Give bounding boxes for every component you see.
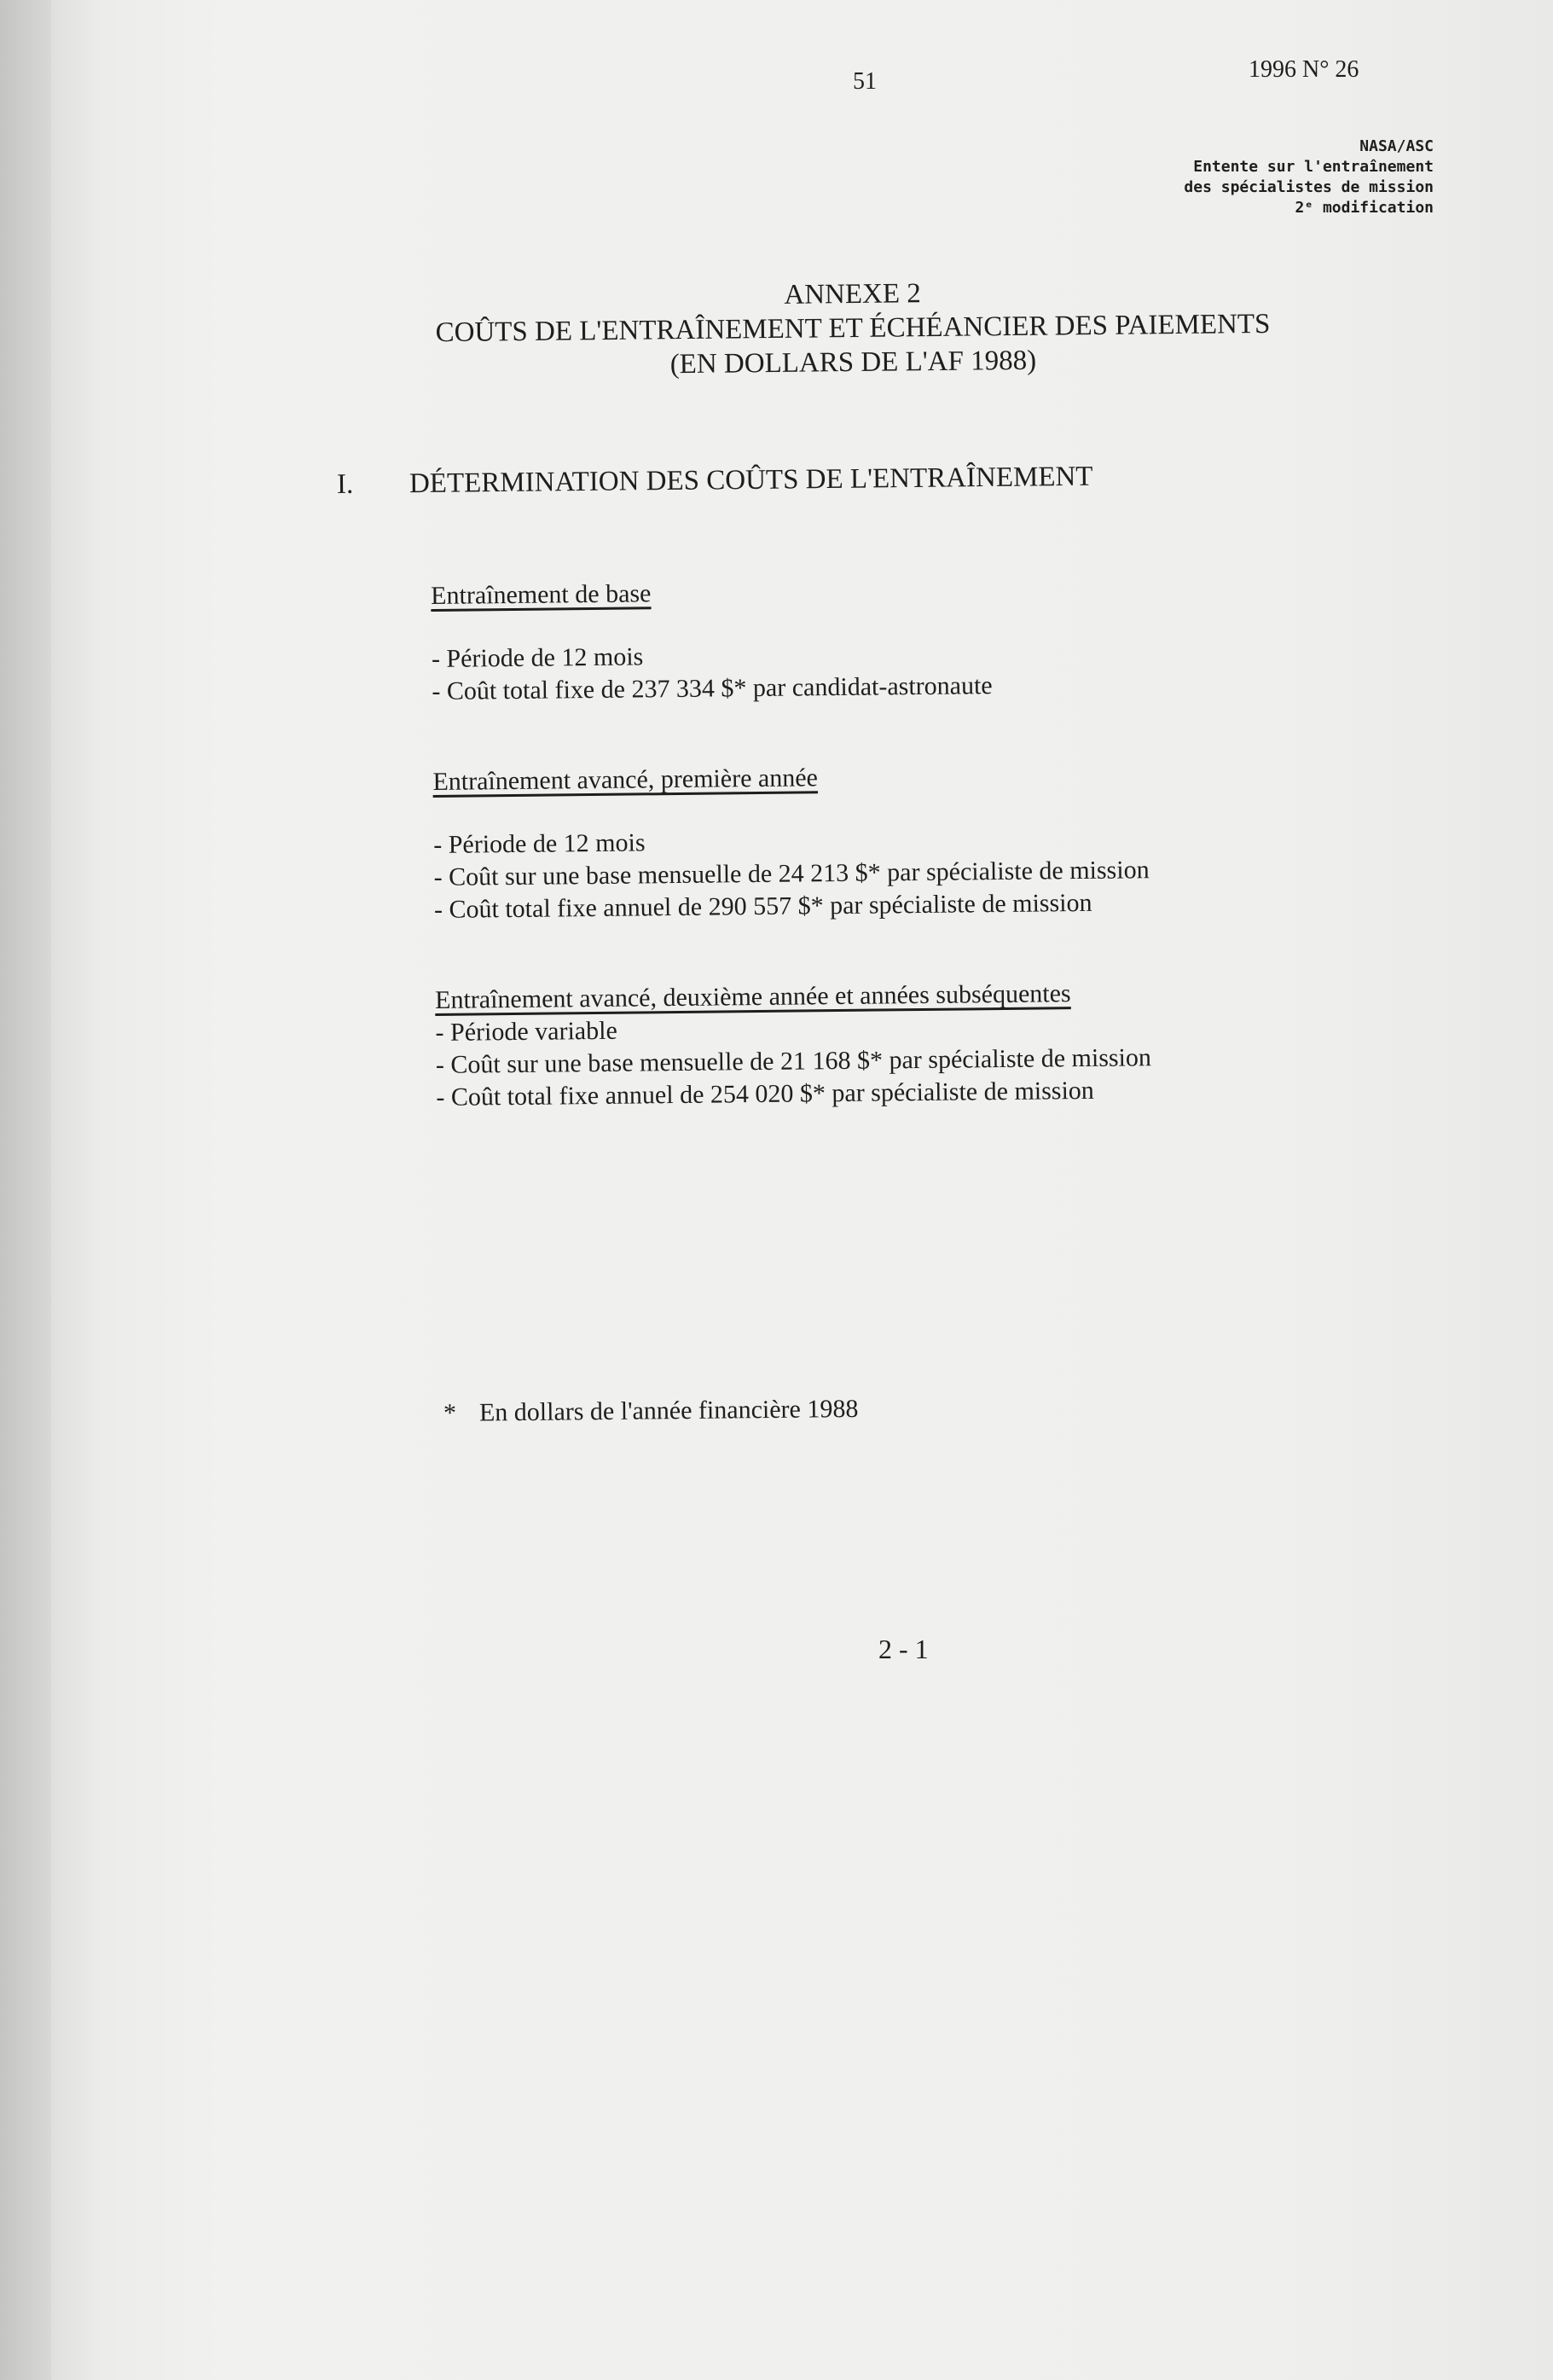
advanced-second-year-item: - Coût sur une base mensuelle de 21 168 $* par spécialiste de mission [435, 1043, 1152, 1079]
footnote [443, 1395, 859, 1428]
agreement-title-line2: des spécialistes de mission [1184, 178, 1434, 196]
advanced-first-year-item: - Coût sur une base mensuelle de 24 213 $* par spécialiste de mission [433, 856, 1150, 891]
section-heading-text: DÉTERMINATION DES COÛTS DE L'ENTRAÎNEMENT [409, 461, 1093, 500]
annex-title-block [340, 272, 1365, 386]
amendment-label: 2ᵉ modification [1295, 199, 1434, 217]
annex-title-line2: (EN DOLLARS DE L'AF 1988) [669, 345, 1037, 380]
agency-reference-block [1092, 136, 1434, 218]
agreement-title-line1: Entente sur l'entraînement [1193, 158, 1434, 176]
basic-training-item: - Période de 12 mois [431, 642, 644, 673]
advanced-first-year-heading: Entraînement avancé, première année [432, 763, 819, 796]
section-numeral: I. [336, 468, 354, 500]
page-spine-shadow [0, 0, 51, 2380]
header-journal-issue: 1996 N° 26 [1249, 56, 1359, 83]
advanced-first-year-item: - Coût total fixe annuel de 290 557 $* par spécialiste de mission [433, 888, 1092, 924]
advanced-second-year-item: - Période variable [435, 1016, 617, 1047]
page-footer-label: 2 - 1 [878, 1634, 929, 1664]
header-page-number: 51 [853, 68, 877, 95]
footnote-text: En dollars de l'année financière 1988 [478, 1394, 859, 1427]
annex-title-line1: COÛTS DE L'ENTRAÎNEMENT ET ÉCHÉANCIER DES PAIEMENTS [435, 308, 1271, 349]
basic-training-heading: Entraînement de base [431, 579, 652, 610]
body-content [431, 570, 1374, 1113]
advanced-second-year-item: - Coût total fixe annuel de 254 020 $* par spécialiste de mission [436, 1076, 1094, 1112]
footnote-marker: * [443, 1398, 457, 1427]
annex-number: ANNEXE 2 [784, 278, 921, 311]
basic-training-item: - Coût total fixe de 237 334 $* par candidat-astronaute [432, 671, 993, 705]
advanced-first-year-item: - Période de 12 mois [433, 828, 646, 859]
agency-name: NASA/ASC [1359, 137, 1434, 155]
section-heading [337, 461, 1093, 501]
advanced-second-year-heading: Entraînement avancé, deuxième année et années subséquentes [434, 979, 1071, 1014]
